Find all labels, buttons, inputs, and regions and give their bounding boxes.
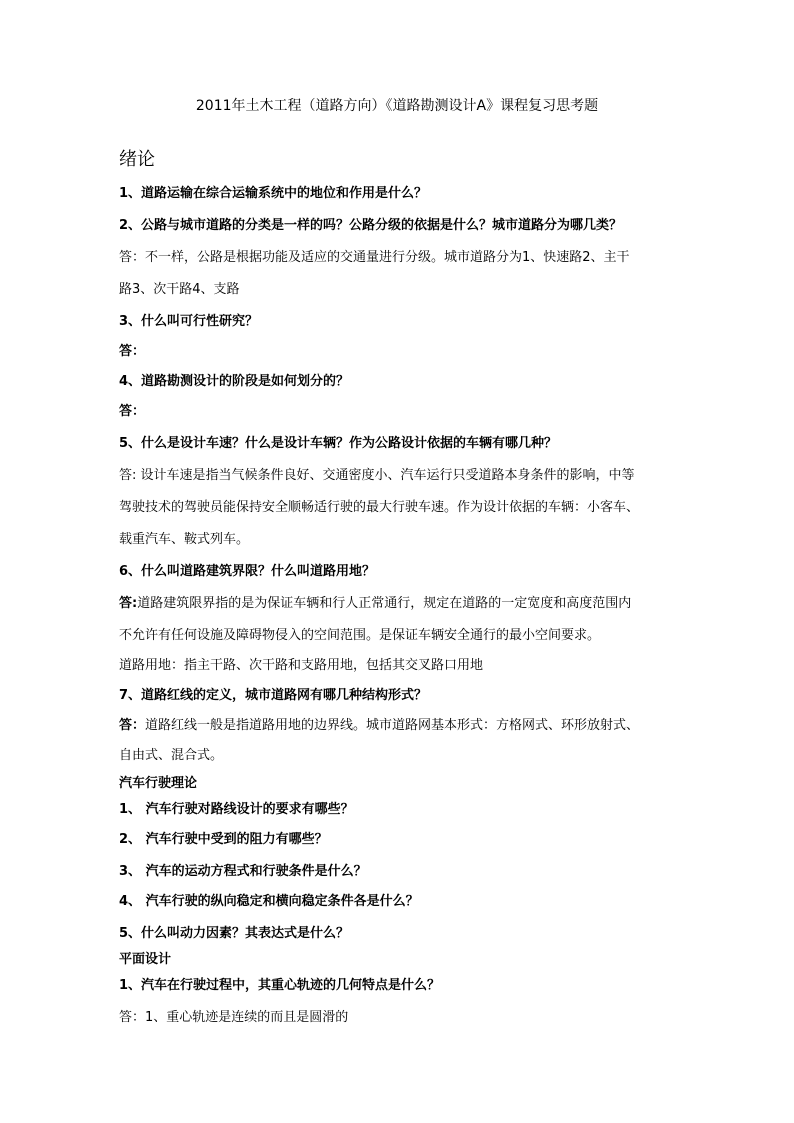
question-plan-1: 1、汽车在行驶过程中，其重心轨迹的几何特点是什么？: [119, 978, 441, 993]
question-intro-6: 6、什么叫道路建筑界限？什么叫道路用地？: [119, 564, 376, 579]
answer-intro-7-line-2: 自由式、混合式。: [119, 748, 224, 763]
answer-intro-2-line-1: 答：不一样，公路是根据功能及适应的交通量进行分级。城市道路分为1、快速路2、主干: [119, 250, 630, 265]
answer-intro-6-line-1: [119, 594, 631, 614]
answer-text: 道路建筑限界指的是为保证车辆和行人正常通行，规定在道路的一定宽度和高度范围内: [137, 596, 632, 611]
answer-intro-5-line-2: 驾驶技术的驾驶员能保持安全顺畅适行驶的最大行驶车速。作为设计依据的车辆：小客车、: [119, 500, 640, 515]
question-intro-1: 1、道路运输在综合运输系统中的地位和作用是什么？: [119, 186, 428, 201]
document-title: 2011年土木工程（道路方向）《道路勘测设计A》课程复习思考题: [195, 98, 599, 114]
answer-intro-6-line-3: 道路用地：指主干路、次干路和支路用地，包括其交叉路口用地: [119, 658, 484, 673]
answer-intro-7-line-1: [119, 716, 639, 736]
answer-intro-6-line-2: 不允许有任何设施及障碍物侵入的空间范围。是保证车辆安全通行的最小空间要求。: [119, 628, 601, 643]
answer-intro-3: 答：: [119, 344, 146, 359]
answer-label: 答:: [119, 596, 138, 611]
answer-plan-1: 答：1、重心轨迹是连续的而且是圆滑的: [119, 1010, 349, 1025]
section-heading-plan-design: 平面设计: [119, 952, 172, 967]
answer-intro-5-line-1: 答: 设计车速是指当气候条件良好、交通密度小、汽车运行只受道路本身条件的影响，中等: [119, 468, 635, 483]
question-intro-4: 4、道路勘测设计的阶段是如何划分的？: [119, 374, 350, 389]
answer-label: 答：: [119, 718, 146, 733]
answer-text: 道路红线一般是指道路用地的边界线。城市道路网基本形式：方格网式、环形放射式、: [145, 718, 640, 733]
section-heading-intro: 绪论: [119, 149, 155, 170]
answer-intro-4: 答：: [119, 404, 146, 419]
question-intro-7: 7、道路红线的定义，城市道路网有哪几种结构形式？: [119, 688, 428, 703]
question-vehicle-4: 4、 汽车行驶的纵向稳定和横向稳定条件各是什么？: [119, 894, 419, 909]
question-vehicle-1: 1、 汽车行驶对路线设计的要求有哪些？: [119, 802, 354, 817]
question-intro-5: 5、什么是设计车速？什么是设计车辆？作为公路设计依据的车辆有哪几种？: [119, 436, 558, 451]
answer-intro-5-line-3: 载重汽车、鞍式列车。: [119, 532, 250, 547]
section-heading-vehicle-theory: 汽车行驶理论: [119, 776, 198, 791]
question-vehicle-3: 3、 汽车的运动方程式和行驶条件是什么？: [119, 864, 367, 879]
question-vehicle-2: 2、 汽车行驶中受到的阻力有哪些？: [119, 832, 328, 847]
question-intro-3: 3、什么叫可行性研究？: [119, 314, 259, 329]
answer-intro-2-line-2: 路3、次干路4、支路: [119, 282, 240, 297]
question-intro-2: 2、公路与城市道路的分类是一样的吗？公路分级的依据是什么？城市道路分为哪几类？: [119, 218, 623, 233]
question-vehicle-5: 5、什么叫动力因素？其表达式是什么？: [119, 926, 350, 941]
